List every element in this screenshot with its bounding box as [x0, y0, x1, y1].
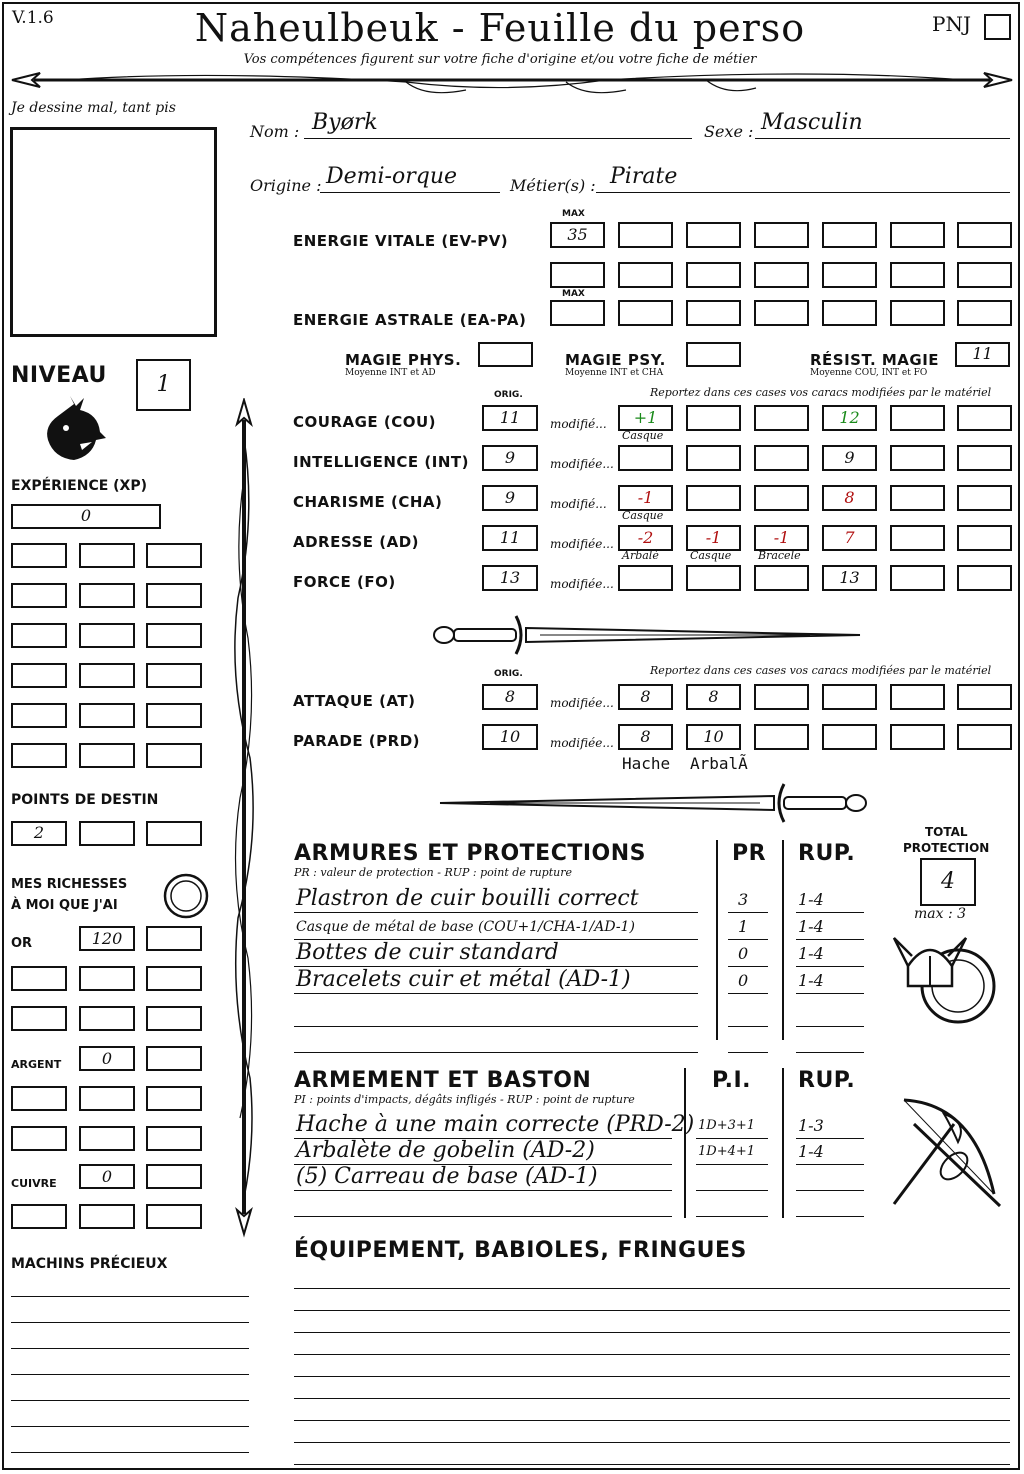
armor-rup-line[interactable] — [796, 1052, 864, 1053]
or-extra-box[interactable] — [11, 1006, 67, 1031]
argent-extra-box[interactable] — [79, 1086, 135, 1111]
total-protection-label-1: TOTAL — [925, 825, 968, 839]
combat-orig-box-value: 8 — [504, 687, 516, 706]
xp-grid-box[interactable] — [79, 543, 135, 568]
cuivre-box[interactable] — [79, 1164, 135, 1189]
ea-box[interactable] — [957, 300, 1012, 326]
machins-line[interactable] — [11, 1322, 249, 1323]
pnj-checkbox[interactable] — [984, 14, 1011, 40]
combat-orig-box-value: 10 — [499, 727, 521, 746]
stat-mod-box[interactable] — [618, 405, 673, 431]
stat-mod-box[interactable] — [686, 405, 741, 431]
stat-mod-box[interactable] — [754, 565, 809, 591]
magie-phys-note: Moyenne INT et AD — [345, 368, 436, 378]
argent-extra-box[interactable] — [11, 1126, 67, 1151]
xp-grid-box[interactable] — [11, 663, 67, 688]
ea-max-label: MAX — [562, 289, 585, 299]
combat-extra-box[interactable] — [822, 684, 877, 710]
weapon-rup-line[interactable] — [796, 1216, 864, 1217]
armor-name-line[interactable] — [294, 1052, 698, 1053]
armor-rup-line[interactable] — [796, 912, 864, 913]
armor-pr-line[interactable] — [728, 993, 768, 994]
armor-rup-line[interactable] — [796, 1026, 864, 1027]
stat-mod-note: Casque — [622, 429, 664, 442]
niveau-box[interactable] — [136, 359, 191, 411]
armor-name-line[interactable] — [294, 912, 698, 913]
destin-box-1[interactable] — [11, 821, 67, 846]
portrait-caption: Je dessine mal, tant pis — [11, 100, 176, 116]
stat-mod-box[interactable] — [618, 525, 673, 551]
stats-orig-label: ORIG. — [494, 390, 523, 400]
stat-orig-box-value: 11 — [499, 408, 521, 427]
stat-final-box[interactable] — [822, 485, 877, 511]
stat-mod-box-value: -1 — [705, 528, 722, 547]
ev-box[interactable] — [550, 222, 605, 248]
niveau-label: NIVEAU — [11, 363, 107, 388]
equipment-line[interactable] — [294, 1376, 1010, 1377]
ev-box[interactable] — [754, 222, 809, 248]
stat-mod-box[interactable] — [686, 565, 741, 591]
weapon-item-pi: 1D+3+1 — [698, 1118, 756, 1133]
stat-final-box-value: 7 — [844, 528, 855, 547]
stat-extra-box[interactable] — [957, 565, 1012, 591]
equipment-line[interactable] — [294, 1310, 1010, 1311]
stat-final-box-value: 13 — [839, 568, 860, 587]
machins-line[interactable] — [11, 1452, 249, 1453]
weapon-item-name: (5) Carreau de base (AD-1) — [296, 1164, 598, 1189]
stat-modified-label: modifiée... — [550, 457, 614, 471]
armor-item-name: Plastron de cuir bouilli correct — [296, 886, 639, 911]
magie-psy-label: MAGIE PSY. — [565, 351, 666, 369]
vertical-spear-ornament — [224, 398, 264, 1238]
machins-line[interactable] — [11, 1426, 249, 1427]
cuivre-extra-box[interactable] — [11, 1204, 67, 1229]
destin-box-3[interactable] — [146, 821, 202, 846]
combat-report-note: Reportez dans ces cases vos caracs modifiées par le matériel — [650, 664, 992, 677]
stat-orig-box-value: 9 — [504, 448, 516, 467]
metier-field[interactable] — [596, 164, 1010, 193]
or-extra-box[interactable] — [11, 966, 67, 991]
equipment-line[interactable] — [294, 1420, 1010, 1421]
argent-label: ARGENT — [11, 1058, 62, 1071]
xp-grid-box[interactable] — [146, 663, 202, 688]
armor-pr-label: PR — [732, 841, 767, 866]
stat-final-box[interactable] — [822, 525, 877, 551]
destin-label: POINTS DE DESTIN — [11, 792, 159, 808]
stat-final-box[interactable] — [822, 405, 877, 431]
weapons-divider-2 — [782, 1068, 784, 1218]
armor-rup-line[interactable] — [796, 966, 864, 967]
stat-final-box[interactable] — [822, 445, 877, 471]
combat-mod-box-value: 8 — [640, 727, 651, 746]
portrait-box[interactable] — [10, 127, 217, 337]
stat-mod-box[interactable] — [686, 525, 741, 551]
armor-item-rup: 1-4 — [798, 944, 824, 963]
destin-box-2[interactable] — [79, 821, 135, 846]
armor-item-pr: 0 — [738, 944, 749, 963]
ev-box[interactable] — [822, 222, 877, 248]
stat-orig-box[interactable] — [482, 405, 538, 431]
armor-item-pr: 1 — [738, 917, 749, 936]
stat-label: ADRESSE (AD) — [293, 533, 420, 551]
xp-grid-box[interactable] — [79, 583, 135, 608]
spear-divider-ornament — [6, 64, 1018, 104]
xp-grid-box[interactable] — [146, 743, 202, 768]
metier-value: Pirate — [610, 164, 678, 189]
or-extra-box[interactable] — [146, 966, 202, 991]
combat-extra-box[interactable] — [754, 684, 809, 710]
stat-label: CHARISME (CHA) — [293, 493, 443, 511]
ev-box[interactable] — [890, 262, 945, 288]
or-extra-box[interactable] — [79, 1006, 135, 1031]
stat-extra-box[interactable] — [890, 525, 945, 551]
armor-pr-line[interactable] — [728, 912, 768, 913]
stat-final-box[interactable] — [822, 565, 877, 591]
stat-extra-box[interactable] — [890, 405, 945, 431]
stat-label: FORCE (FO) — [293, 573, 396, 591]
weapon-note-2: ArbalÃ — [690, 754, 748, 773]
sword-ornament — [430, 610, 870, 660]
total-protection-box[interactable] — [920, 858, 976, 906]
xp-grid-box[interactable] — [146, 543, 202, 568]
weapons-note: PI : points d'impacts, dégâts infligés - RUP : point de rupture — [294, 1093, 635, 1106]
ev-label: ENERGIE VITALE (EV-PV) — [293, 232, 509, 250]
stat-orig-box-value: 9 — [504, 488, 516, 507]
xp-grid-box[interactable] — [11, 703, 67, 728]
armor-item-name: Bracelets cuir et métal (AD-1) — [296, 967, 631, 992]
armor-name-line[interactable] — [294, 993, 698, 994]
nom-label: Nom : — [250, 122, 300, 141]
argent-extra-box[interactable] — [11, 1086, 67, 1111]
armor-pr-line[interactable] — [728, 1052, 768, 1053]
ev-box[interactable] — [618, 222, 673, 248]
sexe-value: Masculin — [761, 110, 863, 135]
armor-item-rup: 1-4 — [798, 890, 824, 909]
stat-mod-note: Casque — [622, 509, 664, 522]
xp-value: 0 — [80, 506, 92, 525]
or-box-value: 120 — [91, 929, 123, 948]
combat-extra-box[interactable] — [822, 724, 877, 750]
armor-pr-line[interactable] — [728, 939, 768, 940]
machins-line[interactable] — [11, 1374, 249, 1375]
argent-box[interactable] — [79, 1046, 135, 1071]
ev-box[interactable] — [754, 262, 809, 288]
ea-box[interactable] — [822, 300, 877, 326]
armor-divider-1 — [716, 840, 718, 1040]
equipment-title: ÉQUIPEMENT, BABIOLES, FRINGUES — [294, 1238, 747, 1263]
xp-grid-box[interactable] — [146, 703, 202, 728]
page-title: Naheulbeuk - Feuille du perso — [194, 6, 806, 50]
richesses-label-1: MES RICHESSES — [11, 877, 128, 892]
armor-item-name: Casque de métal de base (COU+1/CHA-1/AD-1) — [296, 919, 635, 935]
stat-mod-box[interactable] — [754, 485, 809, 511]
stat-extra-box[interactable] — [890, 485, 945, 511]
xp-grid-box[interactable] — [11, 583, 67, 608]
stat-label: COURAGE (COU) — [293, 413, 437, 431]
xp-grid-box[interactable] — [79, 663, 135, 688]
combat-extra-box[interactable] — [957, 724, 1012, 750]
pnj-label: PNJ — [932, 12, 971, 36]
combat-extra-box[interactable] — [754, 724, 809, 750]
nom-field[interactable] — [304, 110, 692, 139]
weapons-rup-label: RUP. — [798, 1068, 856, 1093]
combat-mod-box[interactable] — [686, 684, 741, 710]
armor-pr-line[interactable] — [728, 1026, 768, 1027]
combat-orig-box[interactable] — [482, 724, 538, 750]
resist-magie-note: Moyenne COU, INT et FO — [810, 368, 928, 378]
combat-mod-box[interactable] — [618, 684, 673, 710]
ev-max-label: MAX — [562, 209, 585, 219]
machins-line[interactable] — [11, 1296, 249, 1297]
ev-box[interactable] — [618, 262, 673, 288]
or-box-2[interactable] — [146, 926, 202, 951]
stat-mod-box[interactable] — [618, 445, 673, 471]
argent-box-value: 0 — [101, 1049, 113, 1068]
equipment-line[interactable] — [294, 1288, 1010, 1289]
weapon-item-rup: 1-3 — [798, 1116, 824, 1135]
machins-line[interactable] — [11, 1348, 249, 1349]
resist-magie-box[interactable] — [955, 342, 1010, 367]
argent-extra-box[interactable] — [146, 1126, 202, 1151]
magie-psy-note: Moyenne INT et CHA — [565, 368, 664, 378]
or-extra-box[interactable] — [79, 966, 135, 991]
weapon-name-line[interactable] — [294, 1190, 672, 1191]
stat-orig-box[interactable] — [482, 485, 538, 511]
version-label: V.1.6 — [12, 8, 54, 28]
xp-grid-box[interactable] — [11, 623, 67, 648]
cuivre-box-value: 0 — [101, 1167, 113, 1186]
magie-psy-box[interactable] — [686, 342, 741, 367]
combat-mod-box[interactable] — [618, 724, 673, 750]
stat-mod-box[interactable] — [686, 445, 741, 471]
argent-box-2[interactable] — [146, 1046, 202, 1071]
combat-mod-box-value: 10 — [703, 727, 724, 746]
armor-rup-label: RUP. — [798, 841, 856, 866]
cuivre-label: CUIVRE — [11, 1177, 57, 1190]
weapons-title: ARMEMENT ET BASTON — [294, 1068, 592, 1093]
stat-modified-label: modifié... — [550, 497, 607, 511]
destin-value: 2 — [33, 823, 45, 842]
page-subtitle: Vos compétences figurent sur votre fiche d'origine et/ou votre fiche de métier — [243, 52, 757, 67]
armor-item-name: Bottes de cuir standard — [296, 940, 559, 965]
or-label: OR — [11, 936, 33, 951]
total-protection-max: max : 3 — [914, 906, 967, 922]
stat-extra-box[interactable] — [957, 405, 1012, 431]
combat-mod-box[interactable] — [686, 724, 741, 750]
ev-box[interactable] — [550, 262, 605, 288]
stat-orig-box-value: 11 — [499, 528, 521, 547]
armor-pr-line[interactable] — [728, 966, 768, 967]
origine-value: Demi-orque — [326, 164, 458, 189]
combat-extra-box[interactable] — [957, 684, 1012, 710]
weapons-divider-1 — [684, 1068, 686, 1218]
stat-final-box-value: 8 — [844, 488, 855, 507]
argent-extra-box[interactable] — [79, 1126, 135, 1151]
stat-mod-box[interactable] — [618, 485, 673, 511]
sexe-field[interactable] — [755, 110, 1010, 139]
machins-line[interactable] — [11, 1400, 249, 1401]
weapon-rup-line[interactable] — [796, 1138, 864, 1139]
combat-modified-label: modifiée... — [550, 736, 614, 750]
weapon-item-pi: 1D+4+1 — [698, 1144, 756, 1159]
magie-phys-box[interactable] — [478, 342, 533, 367]
weapon-note-1: Hache — [622, 754, 671, 773]
stat-label: INTELLIGENCE (INT) — [293, 453, 469, 471]
stat-mod-note: Bracele — [758, 549, 801, 562]
armor-item-pr: 0 — [738, 971, 749, 990]
origine-field[interactable] — [320, 164, 500, 193]
stat-mod-box[interactable] — [754, 525, 809, 551]
stat-modified-label: modifiée... — [550, 577, 614, 591]
ea-box[interactable] — [686, 300, 741, 326]
weapon-item-name: Arbalète de gobelin (AD-2) — [296, 1138, 595, 1163]
stat-orig-box-value: 13 — [499, 568, 521, 587]
magie-phys-label: MAGIE PHYS. — [345, 351, 462, 369]
stat-mod-box[interactable] — [686, 485, 741, 511]
stat-mod-box[interactable] — [618, 565, 673, 591]
helmet-shield-icon — [890, 926, 1000, 1036]
ea-label: ENERGIE ASTRALE (EA-PA) — [293, 311, 527, 329]
stat-extra-box[interactable] — [890, 445, 945, 471]
armor-note: PR : valeur de protection - RUP : point de rupture — [294, 866, 572, 879]
argent-extra-box[interactable] — [146, 1086, 202, 1111]
weapon-pi-line[interactable] — [696, 1216, 768, 1217]
xp-grid-box[interactable] — [11, 543, 67, 568]
ea-box[interactable] — [890, 300, 945, 326]
richesses-label-2: À MOI QUE J'AI — [11, 898, 118, 913]
armor-name-line[interactable] — [294, 1026, 698, 1027]
stat-mod-box[interactable] — [754, 445, 809, 471]
or-box[interactable] — [79, 926, 135, 951]
ev-box[interactable] — [957, 222, 1012, 248]
stat-orig-box[interactable] — [482, 445, 538, 471]
machins-label: MACHINS PRÉCIEUX — [11, 1256, 168, 1272]
weapons-pi-label: P.I. — [712, 1068, 751, 1093]
total-protection-value: 4 — [941, 869, 955, 894]
weapon-rup-line[interactable] — [796, 1190, 864, 1191]
xp-box[interactable] — [11, 504, 161, 529]
stat-mod-box-value: -1 — [637, 488, 654, 507]
ev-box[interactable] — [890, 222, 945, 248]
ea-box[interactable] — [550, 300, 605, 326]
cuivre-box-2[interactable] — [146, 1164, 202, 1189]
origine-label: Origine : — [250, 176, 322, 195]
stat-extra-box[interactable] — [957, 445, 1012, 471]
stat-final-box-value: 9 — [844, 448, 855, 467]
resist-magie-value: 11 — [972, 344, 993, 363]
xp-grid-box[interactable] — [79, 743, 135, 768]
weapon-rup-line[interactable] — [796, 1164, 864, 1165]
stat-extra-box[interactable] — [957, 525, 1012, 551]
stat-mod-note: Casque — [690, 549, 732, 562]
ea-box[interactable] — [754, 300, 809, 326]
axe-bow-icon — [884, 1094, 1010, 1216]
equipment-line[interactable] — [294, 1332, 1010, 1333]
resist-magie-label: RÉSIST. MAGIE — [810, 351, 940, 369]
metier-label: Métier(s) : — [510, 176, 596, 195]
armor-item-pr: 3 — [738, 890, 749, 909]
ev-box[interactable] — [822, 262, 877, 288]
combat-orig-box[interactable] — [482, 684, 538, 710]
stat-extra-box[interactable] — [890, 565, 945, 591]
combat-mod-box-value: 8 — [640, 687, 651, 706]
weapon-pi-line[interactable] — [696, 1138, 768, 1139]
armor-divider-2 — [782, 840, 784, 1040]
sexe-label: Sexe : — [704, 122, 754, 141]
equipment-line[interactable] — [294, 1354, 1010, 1355]
weapon-pi-line[interactable] — [696, 1190, 768, 1191]
stat-orig-box[interactable] — [482, 565, 538, 591]
xp-grid-box[interactable] — [79, 623, 135, 648]
ea-box[interactable] — [618, 300, 673, 326]
xp-grid-box[interactable] — [146, 623, 202, 648]
stat-mod-box[interactable] — [754, 405, 809, 431]
combat-extra-box[interactable] — [890, 724, 945, 750]
equipment-line[interactable] — [294, 1398, 1010, 1399]
cuivre-extra-box[interactable] — [79, 1204, 135, 1229]
ev-box[interactable] — [686, 222, 741, 248]
stat-modified-label: modifiée... — [550, 537, 614, 551]
armor-rup-line[interactable] — [796, 993, 864, 994]
xp-grid-box[interactable] — [146, 583, 202, 608]
armor-rup-line[interactable] — [796, 939, 864, 940]
weapon-item-name: Hache à une main correcte (PRD-2) — [296, 1112, 695, 1137]
stat-mod-box-value: -1 — [773, 528, 790, 547]
weapon-item-rup: 1-4 — [798, 1142, 824, 1161]
stat-mod-note: Arbalè — [622, 549, 659, 562]
or-extra-box[interactable] — [146, 1006, 202, 1031]
stats-report-note: Reportez dans ces cases vos caracs modifiées par le matériel — [650, 386, 992, 399]
weapon-name-line[interactable] — [294, 1216, 672, 1217]
armor-item-rup: 1-4 — [798, 971, 824, 990]
armor-title: ARMURES ET PROTECTIONS — [294, 841, 646, 866]
weapon-pi-line[interactable] — [696, 1164, 768, 1165]
stat-orig-box[interactable] — [482, 525, 538, 551]
nom-value: Byørk — [312, 110, 378, 135]
stat-extra-box[interactable] — [957, 485, 1012, 511]
armor-item-rup: 1-4 — [798, 917, 824, 936]
stat-modified-label: modifié... — [550, 417, 607, 431]
combat-label: ATTAQUE (AT) — [293, 692, 416, 710]
xp-grid-box[interactable] — [79, 703, 135, 728]
stat-final-box-value: 12 — [839, 408, 860, 427]
ev-box[interactable] — [957, 262, 1012, 288]
niveau-value: 1 — [156, 372, 171, 397]
coin-icon — [162, 872, 210, 920]
equipment-line[interactable] — [294, 1442, 1010, 1443]
ev-box[interactable] — [686, 262, 741, 288]
combat-orig-label: ORIG. — [494, 669, 523, 679]
ev-box-value: 35 — [567, 225, 588, 244]
cuivre-extra-box[interactable] — [146, 1204, 202, 1229]
dragon-icon — [40, 396, 108, 464]
stat-mod-box-value: +1 — [633, 408, 658, 427]
combat-mod-box-value: 8 — [708, 687, 719, 706]
total-protection-label-2: PROTECTION — [903, 841, 990, 855]
xp-grid-box[interactable] — [11, 743, 67, 768]
combat-modified-label: modifiée... — [550, 696, 614, 710]
xp-label: EXPÉRIENCE (XP) — [11, 478, 148, 494]
combat-label: PARADE (PRD) — [293, 732, 421, 750]
combat-extra-box[interactable] — [890, 684, 945, 710]
equipment-line[interactable] — [294, 1464, 1010, 1465]
stat-mod-box-value: -2 — [637, 528, 654, 547]
sword-ornament-2 — [430, 778, 870, 828]
